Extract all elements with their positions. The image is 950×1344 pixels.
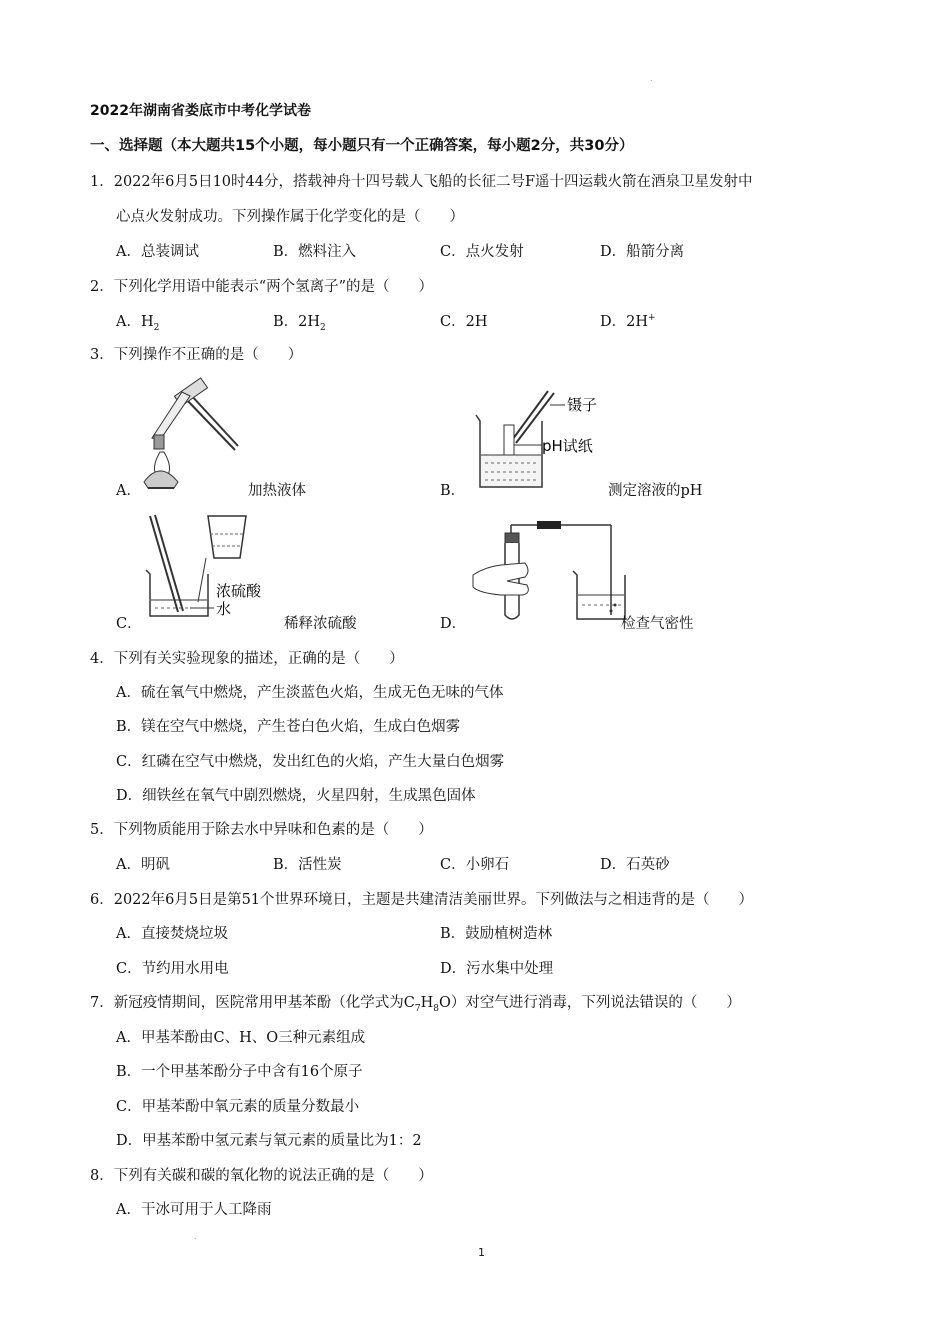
q3-option-c-caption: 稀释浓硫酸 [284,616,357,632]
figure-dilute-acid [140,512,280,627]
q2-option-a: A．$H_2$ [116,314,160,333]
label-ph-paper: pH试纸 [542,437,593,455]
q3-option-d-caption: 检查气密性 [621,616,694,632]
q7-option-d: D．甲基苯酚中氢元素与氧元素的质量比为1：2 [116,1133,422,1149]
q6-option-a: A．直接焚烧垃圾 [116,926,228,942]
question-1: 1．2022年6月5日10时44分，搭载神舟十四号载人飞船的长征二号F遥十四运载火箭在酒泉卫星发射中 [90,174,753,190]
page-number: 1 [478,1246,485,1259]
question-3: 3．下列操作不正确的是（ ） [90,347,303,363]
q1-option-a: A．总装调试 [116,244,199,260]
scan-dot: . [194,1232,197,1241]
q2-option-d: D．2H+ [600,313,656,330]
q5-option-d: D．石英砂 [600,857,670,873]
question-7: 7．新冠疫情期间，医院常用甲基苯酚（化学式为$C_7H_8O$）对空气进行消毒，下列说法错误的（ ） [90,995,741,1014]
q3-option-b-caption: 测定溶液的pH [608,483,703,499]
q4-option-d: D．细铁丝在氧气中剧烈燃烧，火星四射，生成黑色固体 [116,788,476,804]
q3-option-c-letter: C． [116,616,142,632]
q7-option-c: C．甲基苯酚中氧元素的质量分数最小 [116,1099,360,1115]
question-4: 4．下列有关实验现象的描述，正确的是（ ） [90,651,404,667]
label-concentrated-acid: 浓硫酸 [216,582,262,600]
q3-option-b-letter: B． [440,483,466,499]
label-water: 水 [216,600,232,618]
q2-option-b: B．$2H_2$ [273,314,326,333]
question-2: 2．下列化学用语中能表示“两个氢离子”的是（ ） [90,279,434,295]
question-8: 8．下列有关碳和碳的氧化物的说法正确的是（ ） [90,1168,433,1184]
q4-option-a: A．硫在氧气中燃烧，产生淡蓝色火焰，生成无色无味的气体 [116,685,504,701]
exam-title: 2022年湖南省娄底市中考化学试卷 [90,103,311,119]
question-1-continued: 心点火发射成功。下列操作属于化学变化的是（ ） [116,209,464,225]
section-heading: 一、选择题（本大题共15个小题，每小题只有一个正确答案，每小题2分，共30分） [90,138,634,154]
question-5: 5．下列物质能用于除去水中异味和色素的是（ ） [90,822,433,838]
question-6: 6．2022年6月5日是第51个世界环境日，主题是共建清洁美丽世界。下列做法与之相违背的是（ ） [90,892,754,908]
q1-option-d: D．船箭分离 [600,244,685,260]
q4-option-b: B．镁在空气中燃烧，产生苍白色火焰，生成白色烟雾 [116,719,461,735]
q3-option-a-letter: A． [116,483,141,499]
q2-option-c: C．2H [440,314,488,330]
q1-option-b: B．燃料注入 [273,244,357,260]
q4-option-c: C．红磷在空气中燃烧，发出红色的火焰，产生大量白色烟雾 [116,754,505,770]
q7-option-a: A．甲基苯酚由C、H、O三种元素组成 [116,1030,366,1046]
q6-option-d: D．污水集中处理 [440,961,554,977]
q8-option-a: A．干冰可用于人工降雨 [116,1202,272,1218]
q5-option-b: B．活性炭 [273,857,342,873]
label-tweezers: 镊子 [567,396,598,414]
figure-heating-liquid [130,380,240,495]
q1-option-c: C．点火发射 [440,244,524,260]
q3-option-d-letter: D． [440,616,467,632]
scan-dot: . [650,74,653,83]
q6-option-b: B．鼓励植树造林 [440,926,553,942]
q3-option-a-caption: 加热液体 [248,483,306,499]
q7-option-b: B．一个甲基苯酚分子中含有16个原子 [116,1064,363,1080]
q6-option-c: C．节约用水用电 [116,961,229,977]
q5-option-a: A．明矾 [116,857,170,873]
q5-option-c: C．小卵石 [440,857,510,873]
figure-ph-test [470,385,620,495]
figure-air-tightness [465,515,625,630]
